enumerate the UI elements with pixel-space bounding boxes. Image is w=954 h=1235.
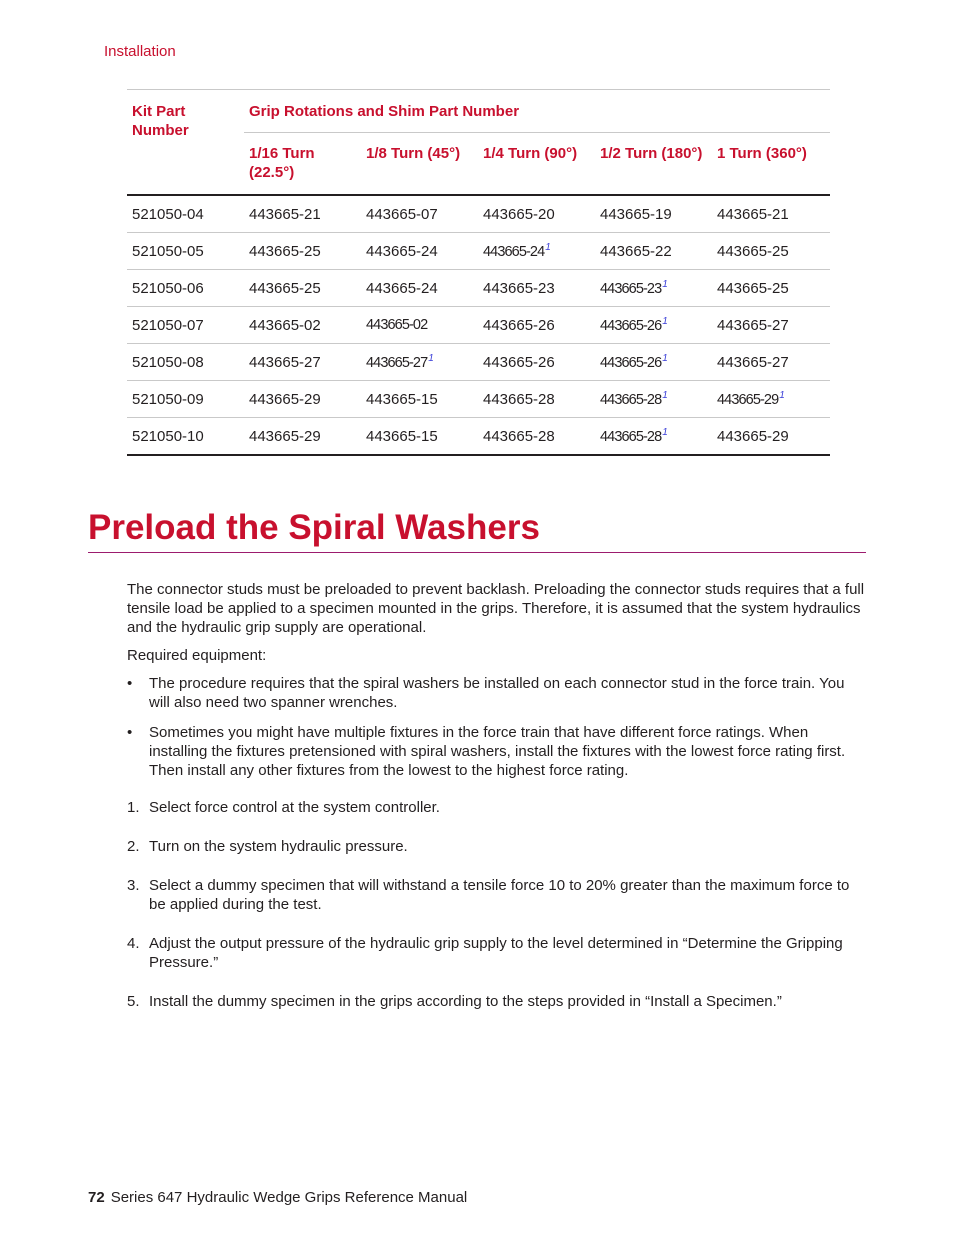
subheader-1-2-turn: 1/2 Turn (180°) bbox=[595, 133, 712, 195]
step-item bbox=[127, 992, 869, 1011]
shim-part-number-cell bbox=[595, 381, 712, 418]
shim-part-number-cell bbox=[244, 307, 361, 344]
shim-part-number: 443665-29 bbox=[249, 427, 321, 445]
shim-part-number: 443665-23 bbox=[483, 279, 555, 297]
table-row bbox=[127, 195, 830, 233]
shim-part-number-cell bbox=[361, 418, 478, 456]
shim-part-number-cell bbox=[712, 270, 830, 307]
shim-part-number: 443665-29 bbox=[717, 392, 779, 408]
shim-part-number-cell bbox=[478, 307, 595, 344]
bullet-text: The procedure requires that the spiral washers be installed on each connector stud in the force train. You will also need two spanner wrenches. bbox=[149, 675, 845, 711]
shim-part-number-cell bbox=[244, 381, 361, 418]
shim-part-number: 443665-27 bbox=[717, 316, 789, 334]
step-number: 1. bbox=[127, 799, 140, 816]
shim-part-number-cell bbox=[595, 270, 712, 307]
table-row bbox=[127, 344, 830, 381]
body-content bbox=[127, 580, 869, 1031]
shim-part-number: 443665-28 bbox=[600, 392, 662, 408]
table-row bbox=[127, 307, 830, 344]
shim-part-number: 443665-02 bbox=[249, 316, 321, 334]
shim-part-number-cell bbox=[478, 418, 595, 456]
step-number: 3. bbox=[127, 877, 140, 894]
table-body bbox=[127, 195, 830, 455]
page-number: 72 bbox=[88, 1189, 105, 1206]
shim-part-number-cell bbox=[712, 344, 830, 381]
footnote-reference[interactable]: 1 bbox=[662, 316, 668, 327]
subheader-1-8-turn: 1/8 Turn (45°) bbox=[361, 133, 478, 195]
procedure-steps bbox=[127, 798, 869, 1011]
shim-part-number: 443665-24 bbox=[483, 244, 545, 260]
shim-part-number-cell bbox=[244, 233, 361, 270]
shim-part-number: 443665-26 bbox=[600, 318, 662, 334]
footnote-reference[interactable]: 1 bbox=[779, 390, 785, 401]
bullet-mark: • bbox=[127, 724, 133, 741]
footnote-reference[interactable]: 1 bbox=[662, 353, 668, 364]
step-number: 2. bbox=[127, 838, 140, 855]
shim-part-number-cell bbox=[712, 381, 830, 418]
shim-part-number: 443665-27 bbox=[249, 353, 321, 371]
shim-part-number: 443665-27 bbox=[366, 355, 428, 371]
bullet-mark: • bbox=[127, 675, 133, 692]
step-text: Select force control at the system controller. bbox=[149, 799, 440, 816]
shim-part-number-cell bbox=[361, 344, 478, 381]
subheader-1-4-turn: 1/4 Turn (90°) bbox=[478, 133, 595, 195]
shim-part-number: 443665-21 bbox=[249, 205, 321, 223]
shim-part-number: 443665-29 bbox=[717, 427, 789, 445]
shim-part-number: 443665-19 bbox=[600, 205, 672, 223]
shim-part-number-cell bbox=[712, 307, 830, 344]
page-footer bbox=[88, 1189, 467, 1206]
footnote-reference[interactable]: 1 bbox=[428, 353, 434, 364]
shim-part-number: 443665-02 bbox=[366, 317, 428, 333]
shim-part-number: 443665-28 bbox=[600, 429, 662, 445]
shim-part-number-cell bbox=[712, 418, 830, 456]
shim-part-number: 443665-25 bbox=[249, 242, 321, 260]
kit-part-number-cell: 521050-09 bbox=[127, 381, 244, 418]
shim-part-number-cell bbox=[595, 344, 712, 381]
shim-part-number: 443665-20 bbox=[483, 205, 555, 223]
kit-part-number-cell: 521050-08 bbox=[127, 344, 244, 381]
subheader-1-turn: 1 Turn (360°) bbox=[712, 133, 830, 195]
shim-part-number-cell bbox=[361, 381, 478, 418]
shim-part-number-cell bbox=[361, 195, 478, 233]
step-item bbox=[127, 876, 869, 914]
step-number: 4. bbox=[127, 935, 140, 952]
list-item bbox=[127, 723, 869, 780]
table-row bbox=[127, 418, 830, 456]
shim-part-number-cell bbox=[478, 344, 595, 381]
shim-part-number: 443665-29 bbox=[249, 390, 321, 408]
shim-part-number-cell bbox=[478, 195, 595, 233]
shim-part-number-cell bbox=[595, 195, 712, 233]
shim-part-number-cell bbox=[478, 381, 595, 418]
kit-part-number-cell: 521050-07 bbox=[127, 307, 244, 344]
step-text: Adjust the output pressure of the hydraulic grip supply to the level determined in “Determine the Gripping Pressure.” bbox=[149, 935, 843, 971]
shim-part-number: 443665-21 bbox=[717, 205, 789, 223]
shim-part-number: 443665-25 bbox=[717, 242, 789, 260]
shim-part-number-cell bbox=[361, 270, 478, 307]
manual-title: Series 647 Hydraulic Wedge Grips Reference Manual bbox=[110, 1189, 468, 1206]
shim-part-number: 443665-23 bbox=[600, 281, 662, 297]
shim-part-number: 443665-24 bbox=[366, 242, 438, 260]
shim-part-number-cell bbox=[244, 270, 361, 307]
footnote-reference[interactable]: 1 bbox=[662, 390, 668, 401]
shim-part-number-cell bbox=[712, 233, 830, 270]
shim-part-number-cell bbox=[595, 418, 712, 456]
shim-part-number: 443665-28 bbox=[483, 427, 555, 445]
shim-part-number-cell bbox=[595, 307, 712, 344]
shim-part-number: 443665-26 bbox=[483, 353, 555, 371]
table-row bbox=[127, 381, 830, 418]
shim-part-number: 443665-15 bbox=[366, 390, 438, 408]
shim-part-number: 443665-25 bbox=[717, 279, 789, 297]
kit-part-number-cell: 521050-04 bbox=[127, 195, 244, 233]
running-head: Installation bbox=[104, 43, 176, 60]
step-item bbox=[127, 798, 869, 817]
shim-part-number-cell bbox=[478, 270, 595, 307]
required-equipment-label: Required equipment: bbox=[127, 647, 267, 664]
list-item bbox=[127, 674, 869, 712]
shim-part-number: 443665-28 bbox=[483, 390, 555, 408]
table-row bbox=[127, 233, 830, 270]
shim-part-number: 443665-22 bbox=[600, 242, 672, 260]
section-title: Preload the Spiral Washers bbox=[88, 506, 866, 553]
shim-part-number-cell bbox=[244, 418, 361, 456]
shim-part-number: 443665-26 bbox=[600, 355, 662, 371]
shim-part-number-cell bbox=[361, 307, 478, 344]
shim-part-number: 443665-26 bbox=[483, 316, 555, 334]
step-text: Install the dummy specimen in the grips according to the steps provided in “Install a Specimen.” bbox=[149, 993, 782, 1010]
footnote-reference[interactable]: 1 bbox=[662, 427, 668, 438]
shim-part-number-cell bbox=[595, 233, 712, 270]
step-number: 5. bbox=[127, 993, 140, 1010]
shim-part-number: 443665-15 bbox=[366, 427, 438, 445]
kit-part-number-cell: 521050-06 bbox=[127, 270, 244, 307]
shim-part-number-cell bbox=[361, 233, 478, 270]
header-kit-part-number: Kit Part Number bbox=[127, 90, 244, 196]
subheader-1-16-turn: 1/16 Turn (22.5°) bbox=[244, 133, 361, 195]
shim-part-number: 443665-07 bbox=[366, 205, 438, 223]
shim-part-number-cell bbox=[244, 344, 361, 381]
bullet-text: Sometimes you might have multiple fixtures in the force train that have different force ratings. When installing the fixtures pretensioned with spiral washers, install the fixtures with the lowest force rating first. Then install any other fixtures from the lowest to the highest force rating. bbox=[149, 724, 846, 779]
kit-part-number-cell: 521050-05 bbox=[127, 233, 244, 270]
intro-paragraph: The connector studs must be preloaded to prevent backlash. Preloading the connector studs requires that a full tensile load be applied to a specimen mounted in the grips. Therefore, it is assumed that the system hydraulics and the hydraulic grip supply are operational. bbox=[127, 581, 865, 636]
shim-part-table bbox=[127, 89, 830, 456]
shim-part-number: 443665-24 bbox=[366, 279, 438, 297]
shim-part-number-cell bbox=[478, 233, 595, 270]
table-row bbox=[127, 270, 830, 307]
kit-part-number-cell: 521050-10 bbox=[127, 418, 244, 456]
step-item bbox=[127, 934, 869, 972]
shim-part-number-cell bbox=[244, 195, 361, 233]
step-text: Turn on the system hydraulic pressure. bbox=[149, 838, 408, 855]
equipment-list bbox=[127, 674, 869, 780]
step-item bbox=[127, 837, 869, 856]
shim-part-number: 443665-25 bbox=[249, 279, 321, 297]
footnote-reference[interactable]: 1 bbox=[545, 242, 551, 253]
step-text: Select a dummy specimen that will withstand a tensile force 10 to 20% greater than the maximum force to be applied during the test. bbox=[149, 877, 850, 913]
header-grip-rotations: Grip Rotations and Shim Part Number bbox=[244, 90, 830, 133]
footnote-reference[interactable]: 1 bbox=[662, 279, 668, 290]
shim-part-number: 443665-27 bbox=[717, 353, 789, 371]
shim-part-number-cell bbox=[712, 195, 830, 233]
